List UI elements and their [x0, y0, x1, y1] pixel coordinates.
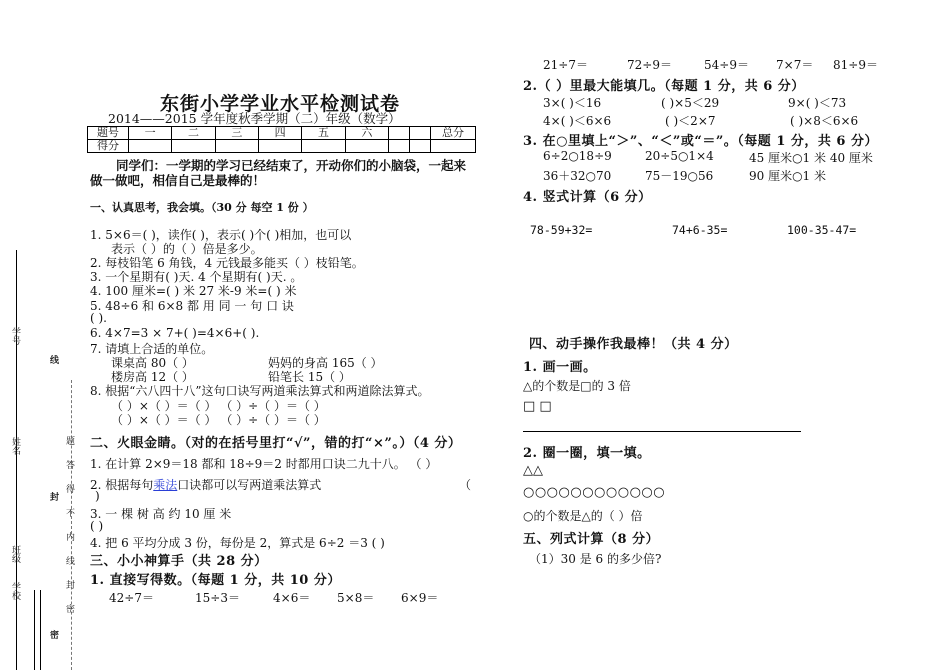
score-cell[interactable]: [345, 140, 388, 153]
score-cell: 三: [215, 127, 258, 140]
margin-line-inner2: [40, 590, 41, 670]
section3-heading: 三、小小神算手（共 28 分）: [90, 554, 268, 569]
s3-r3a-2: 45 厘米○1 米 40 厘米: [749, 151, 873, 165]
margin-nei: 内: [64, 532, 74, 541]
margin-seal-line: [71, 380, 72, 670]
s3-r2b-1: ( )＜2×7: [665, 114, 716, 128]
score-table-row-score: [88, 140, 476, 153]
score-cell: 题号: [88, 127, 129, 140]
s3-row2-1: 72÷9＝: [627, 58, 672, 72]
s3-row1-4: 6×9＝: [401, 591, 439, 605]
s2-q2: 2. 根据每句乘法口诀都可以写两道乘法算式: [90, 478, 322, 492]
page-subtitle: 2014——2015 学年度秋季学期（二）年级（数学）: [108, 111, 401, 126]
s3-r3a-1: 20÷5○1×4: [645, 149, 714, 163]
s3-row2-0: 21÷7＝: [543, 58, 588, 72]
margin-feng: 封: [48, 492, 58, 501]
score-cell: 四: [258, 127, 301, 140]
s4-l3: △△: [523, 463, 543, 478]
margin-ti: 题: [64, 436, 74, 445]
s4-sub2: 2. 圈一圈，填一填。: [523, 446, 651, 461]
s2-q2-close: ): [95, 489, 100, 503]
score-table: [87, 126, 476, 153]
score-cell[interactable]: [258, 140, 301, 153]
margin-xingming: 姓名: [10, 437, 20, 455]
intro-line-1: 同学们：一学期的学习已经结束了，开动你们的小脑袋，一起来: [116, 158, 467, 173]
score-table-row-header: [88, 127, 476, 140]
s3-r4-0: 78-59+32=: [530, 223, 593, 237]
score-cell: [389, 127, 410, 140]
section5-heading: 五、列式计算（8 分）: [523, 532, 660, 547]
score-cell[interactable]: [431, 140, 476, 153]
s5-q1: （1）30 是 6 的多少倍?: [529, 552, 662, 566]
s4-sub1: 1. 画一画。: [523, 360, 597, 375]
margin-mi2: 密: [64, 604, 74, 613]
s2-q3a: 3. 一 棵 树 高 约 10 厘 米: [90, 507, 232, 521]
s3-r3b-0: 36＋32○70: [543, 169, 612, 183]
s3-sub2: 2.（ ）里最大能填几。（每题 1 分，共 6 分）: [523, 79, 805, 94]
score-cell: 六: [345, 127, 388, 140]
score-cell[interactable]: [215, 140, 258, 153]
s1-q8: 8. 根据“六八四十八”这句口诀写两道乘法算式和两道除法算式。: [90, 384, 430, 398]
s2-q2-link[interactable]: 乘法: [153, 478, 178, 492]
margin-mi: 密: [48, 630, 58, 639]
section1-heading: 一、认真思考，我会填。（30 分 每空 1 份 ）: [90, 201, 314, 214]
margin-da: 答: [64, 460, 74, 469]
margin-xian2: 线: [64, 556, 74, 565]
s2-q3b: ( ): [90, 519, 104, 533]
s3-row2-3: 7×7＝: [776, 58, 814, 72]
score-cell: 五: [302, 127, 345, 140]
s1-q5a: 5. 48÷6 和 6×8 都 用 同 一 句 口 诀: [90, 299, 294, 313]
s4-l2: □ □: [523, 399, 552, 414]
s3-r2a-1: ( )×5＜29: [661, 96, 720, 110]
margin-line-outer: [16, 250, 17, 670]
margin-xian: 线: [48, 355, 58, 364]
s1-q7b: 妈妈的身高 165（ ）: [268, 356, 383, 370]
s1-q7d: 铅笔长 15（ ）: [268, 370, 351, 384]
section4-heading: 四、动手操作我最棒！（共 4 分）: [529, 337, 738, 352]
score-cell[interactable]: [389, 140, 410, 153]
s3-row1-2: 4×6＝: [273, 591, 311, 605]
s3-r3a-0: 6÷2○18÷9: [543, 149, 612, 163]
s1-q8r2: （ ）×（ ）＝（ ） （ ）÷（ ）＝（ ）: [111, 413, 326, 427]
s3-row1-1: 15÷3＝: [195, 591, 240, 605]
margin-xuehao: 学号: [10, 327, 20, 345]
intro-line-2: 做一做吧，相信自己是最棒的！: [90, 173, 266, 188]
s1-q2: 2. 每枝铅笔 6 角钱，4 元钱最多能买（ ）枝铅笔。: [90, 256, 364, 270]
s4-l4: ○○○○○○○○○○○○: [523, 485, 666, 500]
score-cell[interactable]: [129, 140, 172, 153]
s3-row1-3: 5×8＝: [337, 591, 375, 605]
s3-r2a-2: 9×( )＜73: [788, 96, 847, 110]
score-cell[interactable]: [302, 140, 345, 153]
margin-banji: 班级: [10, 545, 20, 563]
margin-line-inner: [34, 590, 35, 670]
s3-r3b-1: 75－19○56: [645, 169, 714, 183]
s1-q7: 7. 请填上合适的单位。: [90, 342, 214, 356]
margin-xuexiao: 学校: [10, 582, 20, 600]
s3-r2b-2: ( )×8＜6×6: [790, 114, 859, 128]
score-cell: 二: [172, 127, 215, 140]
s2-q2-paren: （: [459, 478, 472, 492]
s3-r4-1: 74+6-35=: [672, 223, 728, 237]
s1-q4: 4. 100 厘米=( ) 米 27 米-9 米=( ) 米: [90, 284, 297, 298]
score-cell: 总分: [431, 127, 476, 140]
s1-q5b: ( ).: [90, 311, 107, 325]
s4-l1: △的个数是□的 3 倍: [523, 379, 631, 393]
s2-q1: 1. 在计算 2×9＝18 都和 18÷9＝2 时都用口诀二九十八。 （ ）: [90, 457, 438, 471]
s1-q1a: 1. 5×6＝( )，读作( )，表示( )个( )相加，也可以: [90, 228, 352, 242]
s3-sub3: 3. 在○里填上“＞”、“＜”或“＝”。（每题 1 分，共 6 分）: [523, 134, 879, 149]
score-cell[interactable]: [172, 140, 215, 153]
section2-heading: 二、火眼金睛。（对的在括号里打“√”，错的打“×”。）（4 分）: [90, 436, 462, 451]
margin-bu: 不: [64, 508, 74, 517]
page-title: 东街小学学业水平检测试卷: [160, 93, 401, 115]
score-cell: 一: [129, 127, 172, 140]
s4-l5: ○的个数是△的（ ）倍: [523, 509, 643, 523]
margin-feng2: 封: [64, 580, 74, 589]
score-cell: [410, 127, 431, 140]
s1-q7c: 楼房高 12（ ）: [111, 370, 194, 384]
s1-q8r1: （ ）×（ ）＝（ ） （ ）÷（ ）＝（ ）: [111, 399, 326, 413]
s3-sub1: 1. 直接写得数。（每题 1 分，共 10 分）: [90, 573, 341, 588]
score-cell[interactable]: [410, 140, 431, 153]
s1-q3: 3. 一个星期有( )天. 4 个星期有( )天. 。: [90, 270, 303, 284]
s3-r4-2: 100-35-47=: [787, 223, 857, 237]
s3-r2b-0: 4×( )＜6×6: [543, 114, 612, 128]
s3-row1-0: 42÷7＝: [109, 591, 154, 605]
s1-q6: 6. 4×7=3 × 7+( )=4×6+( ).: [90, 326, 260, 340]
score-cell: 得分: [88, 140, 129, 153]
s3-r2a-0: 3×( )＜16: [543, 96, 602, 110]
s3-row2-2: 54÷9＝: [704, 58, 749, 72]
s3-row2-4: 81÷9＝: [833, 58, 878, 72]
s1-q1b: 表示（ ）的（ ）倍是多少。: [111, 242, 263, 256]
s3-r3b-2: 90 厘米○1 米: [749, 169, 827, 183]
s1-q7a: 课桌高 80（ ）: [111, 356, 194, 370]
s4-divider: [523, 431, 801, 432]
margin-de: 得: [64, 484, 74, 493]
s3-sub4: 4. 竖式计算（6 分）: [523, 190, 652, 205]
s2-q4: 4. 把 6 平均分成 3 份，每份是 2，算式是 6÷2 ＝3 ( ): [90, 536, 385, 550]
